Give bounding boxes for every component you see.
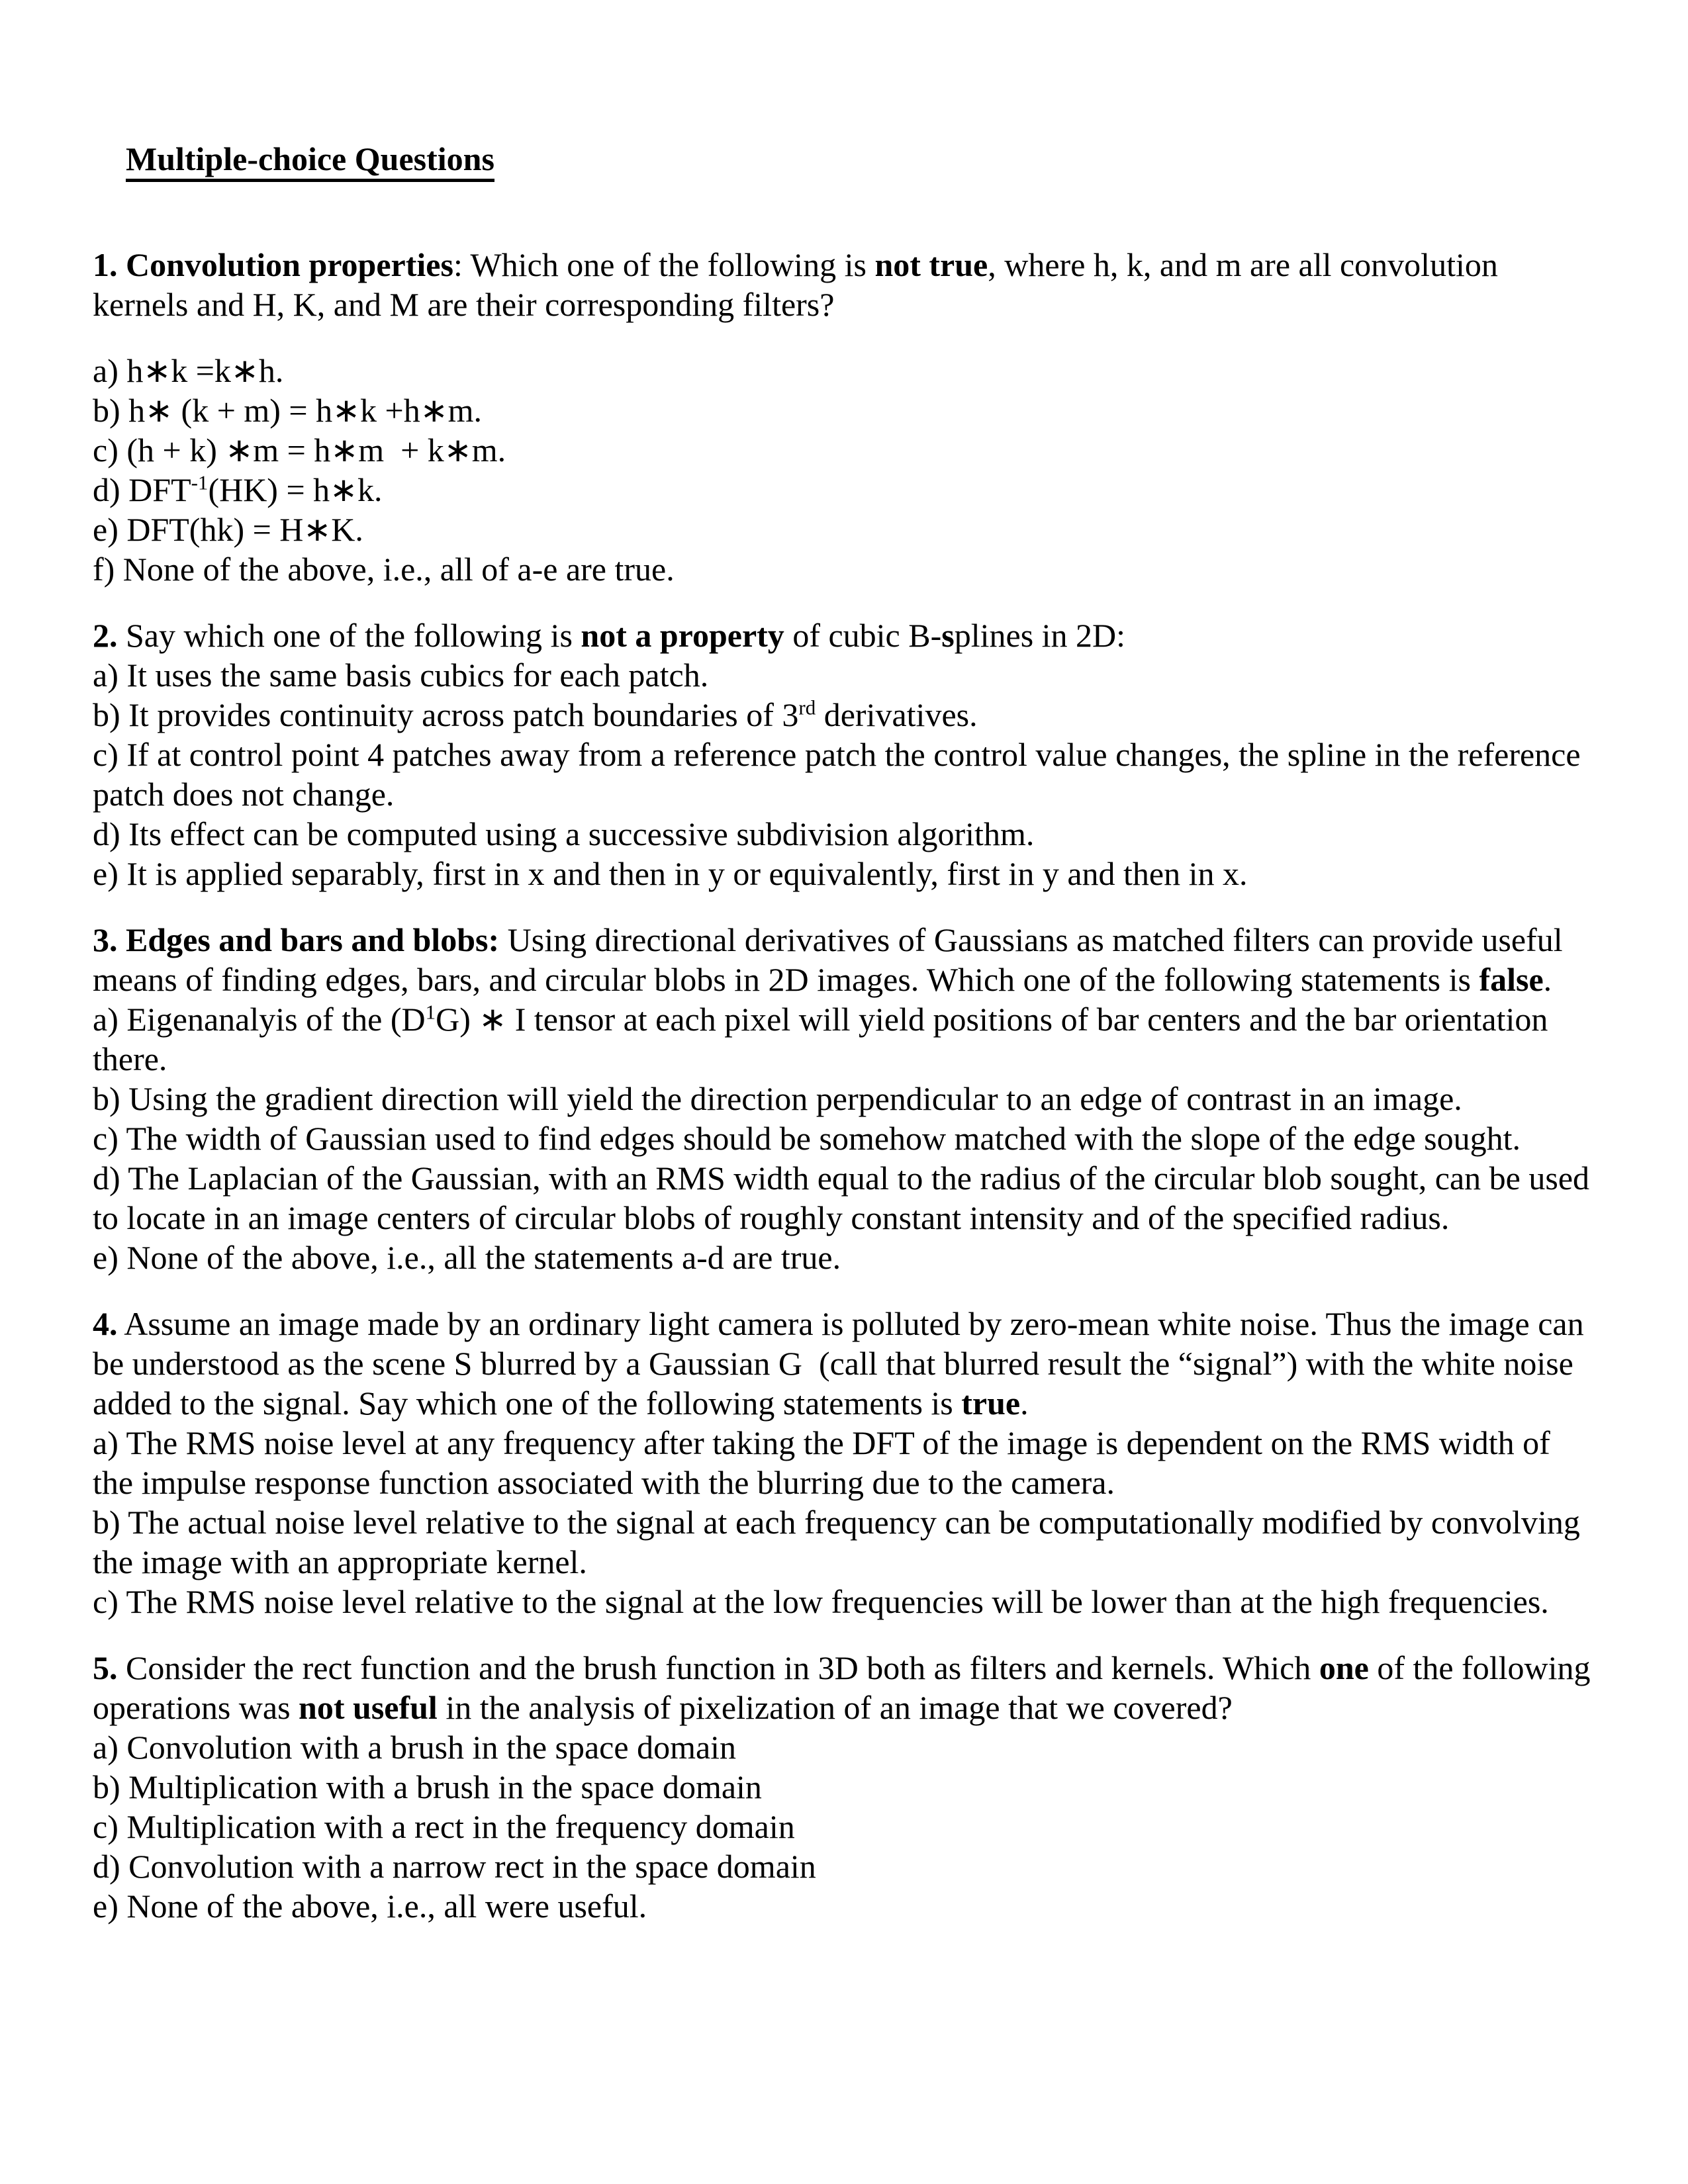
bold-run: 3. Edges and bars and blobs: xyxy=(93,921,500,958)
question-2-option-d xyxy=(93,814,1592,854)
bold-run: not a property xyxy=(581,617,784,654)
document-title-text: Multiple-choice Questions xyxy=(126,140,494,182)
text-run: of cubic B- xyxy=(784,617,942,654)
bold-run: not useful xyxy=(299,1689,438,1726)
question-3-intro xyxy=(93,920,1592,999)
text-run: d) The Laplacian of the Gaussian, with an RMS width equal to the radius of the circular blob sought, can be used to locate in an image centers of circular blobs of roughly constant intensity and of the specified radius. xyxy=(93,1160,1598,1236)
text-run: Say which one of the following is xyxy=(117,617,581,654)
superscript-run: 1 xyxy=(425,1000,436,1024)
superscript-run: -1 xyxy=(191,471,209,494)
text-run: . xyxy=(1020,1385,1029,1422)
text-run: a) h∗k =k∗h. xyxy=(93,352,284,389)
text-run: , where h, k, and m are all convolution kernels and H, K, and M are their corresponding filters? xyxy=(93,246,1507,323)
question-5-intro xyxy=(93,1648,1599,1727)
question-1-option-e xyxy=(93,510,1592,549)
question-4-intro xyxy=(93,1304,1592,1423)
question-1-options xyxy=(93,351,1592,589)
text-run: c) If at control point 4 patches away from a reference patch the control value changes, the spline in the reference patch does not change. xyxy=(93,736,1589,813)
question-5-option-a xyxy=(93,1727,1592,1767)
question-3-option-c xyxy=(93,1118,1592,1158)
superscript-run: rd xyxy=(798,696,816,719)
question-4-options xyxy=(93,1423,1592,1621)
text-run: b) It provides continuity across patch boundaries of 3 xyxy=(93,696,799,733)
text-run: plines in 2D: xyxy=(954,617,1126,654)
text-run: f) None of the above, i.e., all of a-e are true. xyxy=(93,551,675,588)
question-5-option-e xyxy=(93,1886,1592,1926)
bold-run: 1. Convolution properties xyxy=(93,246,453,283)
question-1-option-c xyxy=(93,430,1592,470)
text-run: d) Its effect can be computed using a successive subdivision algorithm. xyxy=(93,815,1035,852)
text-run: c) The width of Gaussian used to find edges should be somehow matched with the slope of the edge sought. xyxy=(93,1120,1521,1157)
question-2-intro xyxy=(93,615,1592,655)
question-4-option-a xyxy=(93,1423,1592,1502)
text-run: d) Convolution with a narrow rect in the space domain xyxy=(93,1848,816,1885)
text-run: a) It uses the same basis cubics for each patch. xyxy=(93,657,709,694)
text-run: b) Using the gradient direction will yield the direction perpendicular to an edge of contrast in an image. xyxy=(93,1080,1462,1117)
text-run: of the following operations was xyxy=(93,1649,1599,1726)
question-3 xyxy=(93,920,1598,1277)
text-run: Consider the rect function and the brush function in 3D both as filters and kernels. Which xyxy=(117,1649,1319,1686)
text-run: Using directional derivatives of Gaussians as matched filters can provide useful means of finding edges, bars, and circular blobs in 2D images. Which one of the following statements is xyxy=(93,921,1571,998)
question-4-option-c xyxy=(93,1582,1592,1621)
question-3-option-a xyxy=(93,999,1592,1079)
question-4 xyxy=(93,1304,1592,1621)
text-run: e) None of the above, i.e., all the statements a-d are true. xyxy=(93,1239,841,1276)
text-run: d) DFT xyxy=(93,471,191,508)
document-title xyxy=(93,99,1592,218)
text-run: . xyxy=(1543,961,1552,998)
document-body xyxy=(93,245,1599,1926)
question-2-options xyxy=(93,655,1592,893)
question-3-option-b xyxy=(93,1079,1592,1118)
text-run: e) None of the above, i.e., all were useful. xyxy=(93,1888,647,1925)
question-5 xyxy=(93,1648,1599,1926)
question-2-option-e xyxy=(93,854,1592,893)
text-run: b) h∗ (k + m) = h∗k +h∗m. xyxy=(93,392,483,429)
text-run: e) It is applied separably, first in x and then in y or equivalently, first in y and then in x. xyxy=(93,855,1248,892)
question-1-option-d xyxy=(93,470,1592,510)
bold-run: 5. xyxy=(93,1649,118,1686)
question-1 xyxy=(93,245,1592,589)
question-1-intro xyxy=(93,245,1592,324)
question-4-option-b xyxy=(93,1502,1592,1582)
text-run: in the analysis of pixelization of an image that we covered? xyxy=(437,1689,1233,1726)
question-2 xyxy=(93,615,1592,893)
question-3-option-d xyxy=(93,1158,1598,1238)
bold-run: not true xyxy=(874,246,988,283)
question-5-option-d xyxy=(93,1846,1592,1886)
text-run: c) Multiplication with a rect in the frequency domain xyxy=(93,1808,795,1845)
question-5-option-c xyxy=(93,1807,1592,1846)
question-5-option-b xyxy=(93,1767,1592,1807)
text-run: a) Convolution with a brush in the space domain xyxy=(93,1729,737,1766)
question-3-options xyxy=(93,999,1598,1277)
question-1-option-f xyxy=(93,549,1592,589)
question-1-option-a xyxy=(93,351,1592,390)
bold-run: one xyxy=(1319,1649,1369,1686)
text-run: a) The RMS noise level at any frequency after taking the DFT of the image is dependent on the RMS width of the impulse response function associated with the blurring due to the camera. xyxy=(93,1424,1559,1501)
question-2-option-b xyxy=(93,695,1592,735)
bold-run: 4. xyxy=(93,1305,118,1342)
text-run: b) The actual noise level relative to the signal at each frequency can be computationally modified by convolving the image with an appropriate kernel. xyxy=(93,1504,1589,1580)
text-run: b) Multiplication with a brush in the space domain xyxy=(93,1768,762,1805)
text-run: (HK) = h∗k. xyxy=(208,471,383,508)
question-2-option-c xyxy=(93,735,1592,814)
bold-run: s xyxy=(941,617,955,654)
text-run: c) The RMS noise level relative to the signal at the low frequencies will be lower than at the high frequencies. xyxy=(93,1583,1549,1620)
bold-run: false xyxy=(1479,961,1544,998)
question-5-options xyxy=(93,1727,1592,1926)
bold-run: 2. xyxy=(93,617,118,654)
question-3-option-e xyxy=(93,1238,1592,1277)
question-2-option-a xyxy=(93,655,1592,695)
text-run: a) Eigenanalyis of the (D xyxy=(93,1001,426,1038)
question-1-option-b xyxy=(93,390,1592,430)
text-run: : Which one of the following is xyxy=(453,246,875,283)
bold-run: true xyxy=(961,1385,1021,1422)
text-run: derivatives. xyxy=(816,696,978,733)
text-run: e) DFT(hk) = H∗K. xyxy=(93,511,363,548)
text-run: G) ∗ I tensor at each pixel will yield positions of bar centers and the bar orientation there. xyxy=(93,1001,1556,1077)
text-run: Assume an image made by an ordinary light camera is polluted by zero-mean white noise. Thus the image can be understood as the scene S blurred by a Gaussian G (call that blurred result the “signal”) with the white noise added to the signal. Say which one of the following statements is xyxy=(93,1305,1593,1422)
text-run: c) (h + k) ∗m = h∗m + k∗m. xyxy=(93,432,506,469)
